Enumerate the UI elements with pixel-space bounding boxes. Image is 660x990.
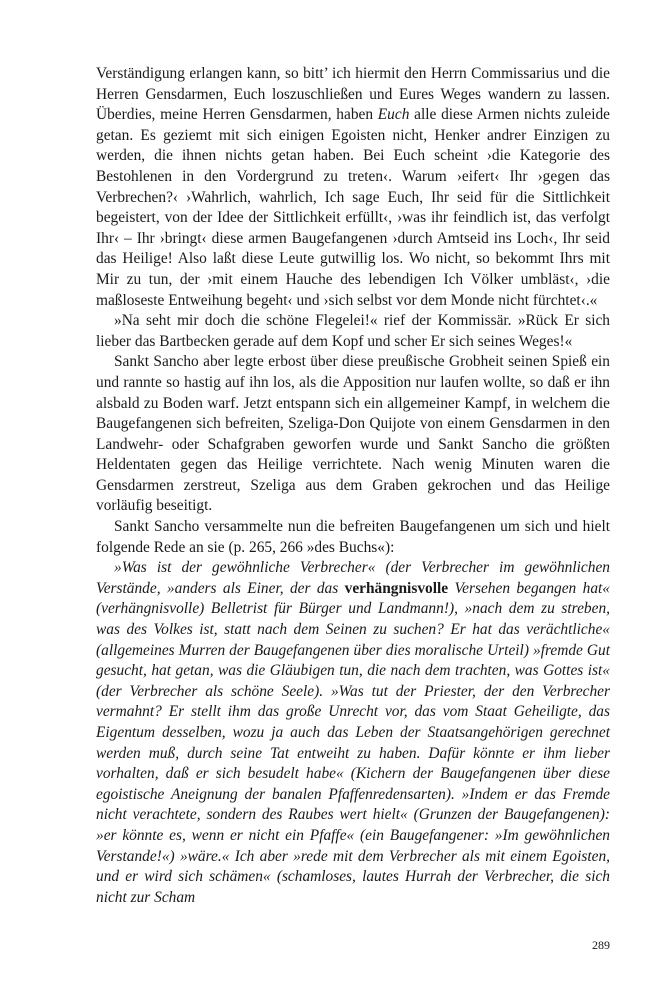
book-page-text [96,64,610,906]
paragraph [96,352,610,517]
paragraph [96,517,610,558]
paragraph [96,64,610,311]
quoted-text: Versehen begangen hat« (verhängnisvolle) Belletrist für Bürger und Landmann!), »nach dem zu streben, was des Volkes ist, statt nach dem Seinen zu suchen? Er hat das verächtliche« (allgemeines Murren der Baugefangenen über dies moralische Urteil) »fremde Gut gesucht, hat getan, was die Gläubigen tun, die nach dem trachten, was Gottes ist« (der Verbrecher als schöne Seele). »Was tut der Priester, der den Verbrecher vermahnt? Er stellt ihm das große Unrecht vor, das vom Staat Geheiligte, das Eigentum desselben, wozu ja auch das Leben der Staatsangehörigen gerechnet werden muß, durch seine Tat entweiht zu haben. Dafür könnte er ihm lieber vorhalten, daß er sich besudelt habe« (Kichern der Baugefangenen über diese egoistische Aneignung der banalen Pfaffenredensarten). »Indem er das Fremde nicht verachtete, sondern des Raubes wert hielt« (Grunzen der Baugefangenen): »er könnte es, wenn er nicht ein Pfaffe« (ein Baugefangener: »Im gewöhnlichen Verstande!«) »wäre.« Ich aber »rede mit dem Verbrecher als mit einem Egoisten, und er wird sich schämen« (schamloses, lautes Hurrah der Verbrecher, die sich nicht zur Scham [96,579,610,906]
quoted-paragraph [96,558,610,908]
bold-emphasis: verhängnisvolle [344,579,449,597]
paragraph-text: »Na seht mir doch die schöne Flegelei!« rief der Kommissär. »Rück Er sich lieber das Bartbecken gerade auf dem Kopf und scher Er sich seines Weges!« [96,312,610,350]
quoted-text: »Was ist der gewöhnliche Verbrecher« (der Verbrecher im gewöhnlichen Verstände, »anders als Einer, der das [96,559,610,597]
paragraph-text: alle diese Armen nichts zuleide getan. Es geziemt mit sich einigen Egoisten nicht, Henker andrer Einzigen zu werden, die ihnen nichts getan haben. Bei Euch scheint ›die Kategorie des Bestohlenen in den Vordergrund zu treten‹. Warum ›eifert‹ Ihr ›gegen das Verbrechen?‹ ›Wahrlich, wahrlich, Ich sage Euch, Ihr seid für die Sittlichkeit begeistert, von der Idee der Sittlichkeit erfüllt‹, ›was ihr feindlich ist, das verfolgt Ihr‹ – Ihr ›bringt‹ diese armen Baugefangenen ›durch Amtseid ins Loch‹, Ihr seid das Heilige! Also laßt diese Leute gutwillig los. Wo nicht, so bekommt Ihrs mit Mir zu tun, der ›mit einem Hauche des lebendigen Ich Völker umbläst‹, ›die maßloseste Entweihung begeht‹ und ›sich selbst vor dem Monde nicht fürchtet‹.« [96,106,610,309]
emphasized-word: Euch [377,106,410,124]
paragraph-text: Sankt Sancho versammelte nun die befreiten Baugefangenen um sich und hielt folgende Rede an sie (p. 265, 266 »des Buchs«): [96,518,610,556]
paragraph-text: Sankt Sancho aber legte erbost über diese preußische Grobheit seinen Spieß ein und rannte so hastig auf ihn los, als die Apposition nur laufen wollte, so daß er ihn alsbald zu Boden warf. Jetzt entspann sich ein allgemeiner Kampf, in welchem die Baugefangenen sich befreiten, Szeliga-Don Quijote von einem Gensdarmen in den Landwehr- oder Schafgraben geworfen wurde und Sankt Sancho die größten Heldentaten gegen das Heilige verrichtete. Nach wenig Minuten waren die Gensdarmen zerstreut, Szeliga aus dem Graben gekrochen und das Heilige vorläufig beseitigt. [96,353,610,515]
paragraph [96,311,610,352]
paragraph-text: Verständigung erlangen kann, so bitt’ ich hiermit den Herrn Commissarius und die Herren Gensdarmen, Euch loszuschließen und Eures Weges wandern zu lassen. Überdies, meine Herren Gensdarmen, haben [96,65,610,124]
page-number: 289 [592,938,610,952]
